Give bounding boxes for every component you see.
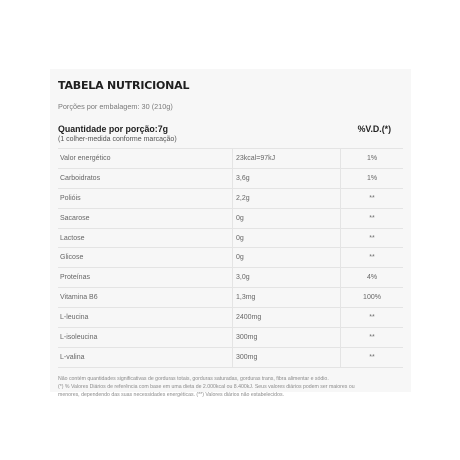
nutrient-amount: 2,2g: [233, 188, 341, 208]
nutrient-daily-value: **: [341, 347, 404, 367]
nutrient-daily-value: **: [341, 188, 404, 208]
nutrient-daily-value: **: [341, 248, 404, 268]
table-row: [58, 168, 403, 188]
serving-size-note: (1 colher-medida conforme marcação): [58, 136, 177, 143]
nutrient-name: Lactose: [58, 228, 233, 248]
nutrient-name: Glicose: [58, 248, 233, 268]
nutrient-daily-value: **: [341, 228, 404, 248]
nutrient-amount: 300mg: [233, 347, 341, 367]
nutrient-name: L-isoleucina: [58, 328, 233, 348]
nutrient-daily-value: **: [341, 208, 404, 228]
table-row: [58, 347, 403, 367]
table-row: [58, 208, 403, 228]
nutrient-daily-value: 100%: [341, 288, 404, 308]
nutrient-daily-value: 1%: [341, 149, 404, 169]
nutrient-daily-value: **: [341, 328, 404, 348]
servings-per-package: Porções por embalagem: 30 (210g): [58, 102, 173, 111]
nutrient-name: Carboidratos: [58, 168, 233, 188]
nutrient-amount: 3,0g: [233, 268, 341, 288]
serving-header-row: [58, 124, 403, 134]
nutrient-amount: 23kcal=97kJ: [233, 149, 341, 169]
footnote-line: Não contém quantidades significativas de gorduras totais, gorduras saturadas, gorduras trans, fibra alimentar e sódio.: [58, 375, 329, 382]
serving-size-label: Quantidade por porção:7g: [58, 124, 168, 134]
nutrient-name: L-valina: [58, 347, 233, 367]
nutrition-table-panel: [50, 69, 411, 398]
table-row: [58, 149, 403, 169]
nutrient-amount: 0g: [233, 228, 341, 248]
table-row: [58, 268, 403, 288]
daily-value-header: %V.D.(*): [357, 124, 391, 134]
table-title: TABELA NUTRICIONAL: [58, 79, 190, 92]
nutrition-facts-table: [58, 148, 403, 368]
nutrient-daily-value: 1%: [341, 168, 404, 188]
table-row: [58, 248, 403, 268]
nutrient-name: Vitamina B6: [58, 288, 233, 308]
nutrient-name: Polióis: [58, 188, 233, 208]
nutrient-name: Proteínas: [58, 268, 233, 288]
nutrient-daily-value: **: [341, 308, 404, 328]
nutrient-name: L-leucina: [58, 308, 233, 328]
nutrient-name: Sacarose: [58, 208, 233, 228]
nutrient-name: Valor energético: [58, 149, 233, 169]
footnotes: [58, 375, 403, 399]
nutrient-daily-value: 4%: [341, 268, 404, 288]
footnote-line: (*) % Valores Diários de referência com base em uma dieta de 2.000kcal ou 8.400kJ. Seus valores diários podem ser maiores ou: [58, 383, 355, 390]
table-row: [58, 228, 403, 248]
footnote-line: menores, dependendo das suas necessidades energéticas. (**) Valores diários não estabelecidos.: [58, 391, 284, 398]
table-row: [58, 308, 403, 328]
table-row: [58, 288, 403, 308]
nutrient-amount: 3,6g: [233, 168, 341, 188]
nutrient-amount: 0g: [233, 248, 341, 268]
table-row: [58, 328, 403, 348]
nutrient-amount: 1,3mg: [233, 288, 341, 308]
nutrient-amount: 0g: [233, 208, 341, 228]
table-row: [58, 188, 403, 208]
nutrient-amount: 300mg: [233, 328, 341, 348]
nutrient-amount: 2400mg: [233, 308, 341, 328]
